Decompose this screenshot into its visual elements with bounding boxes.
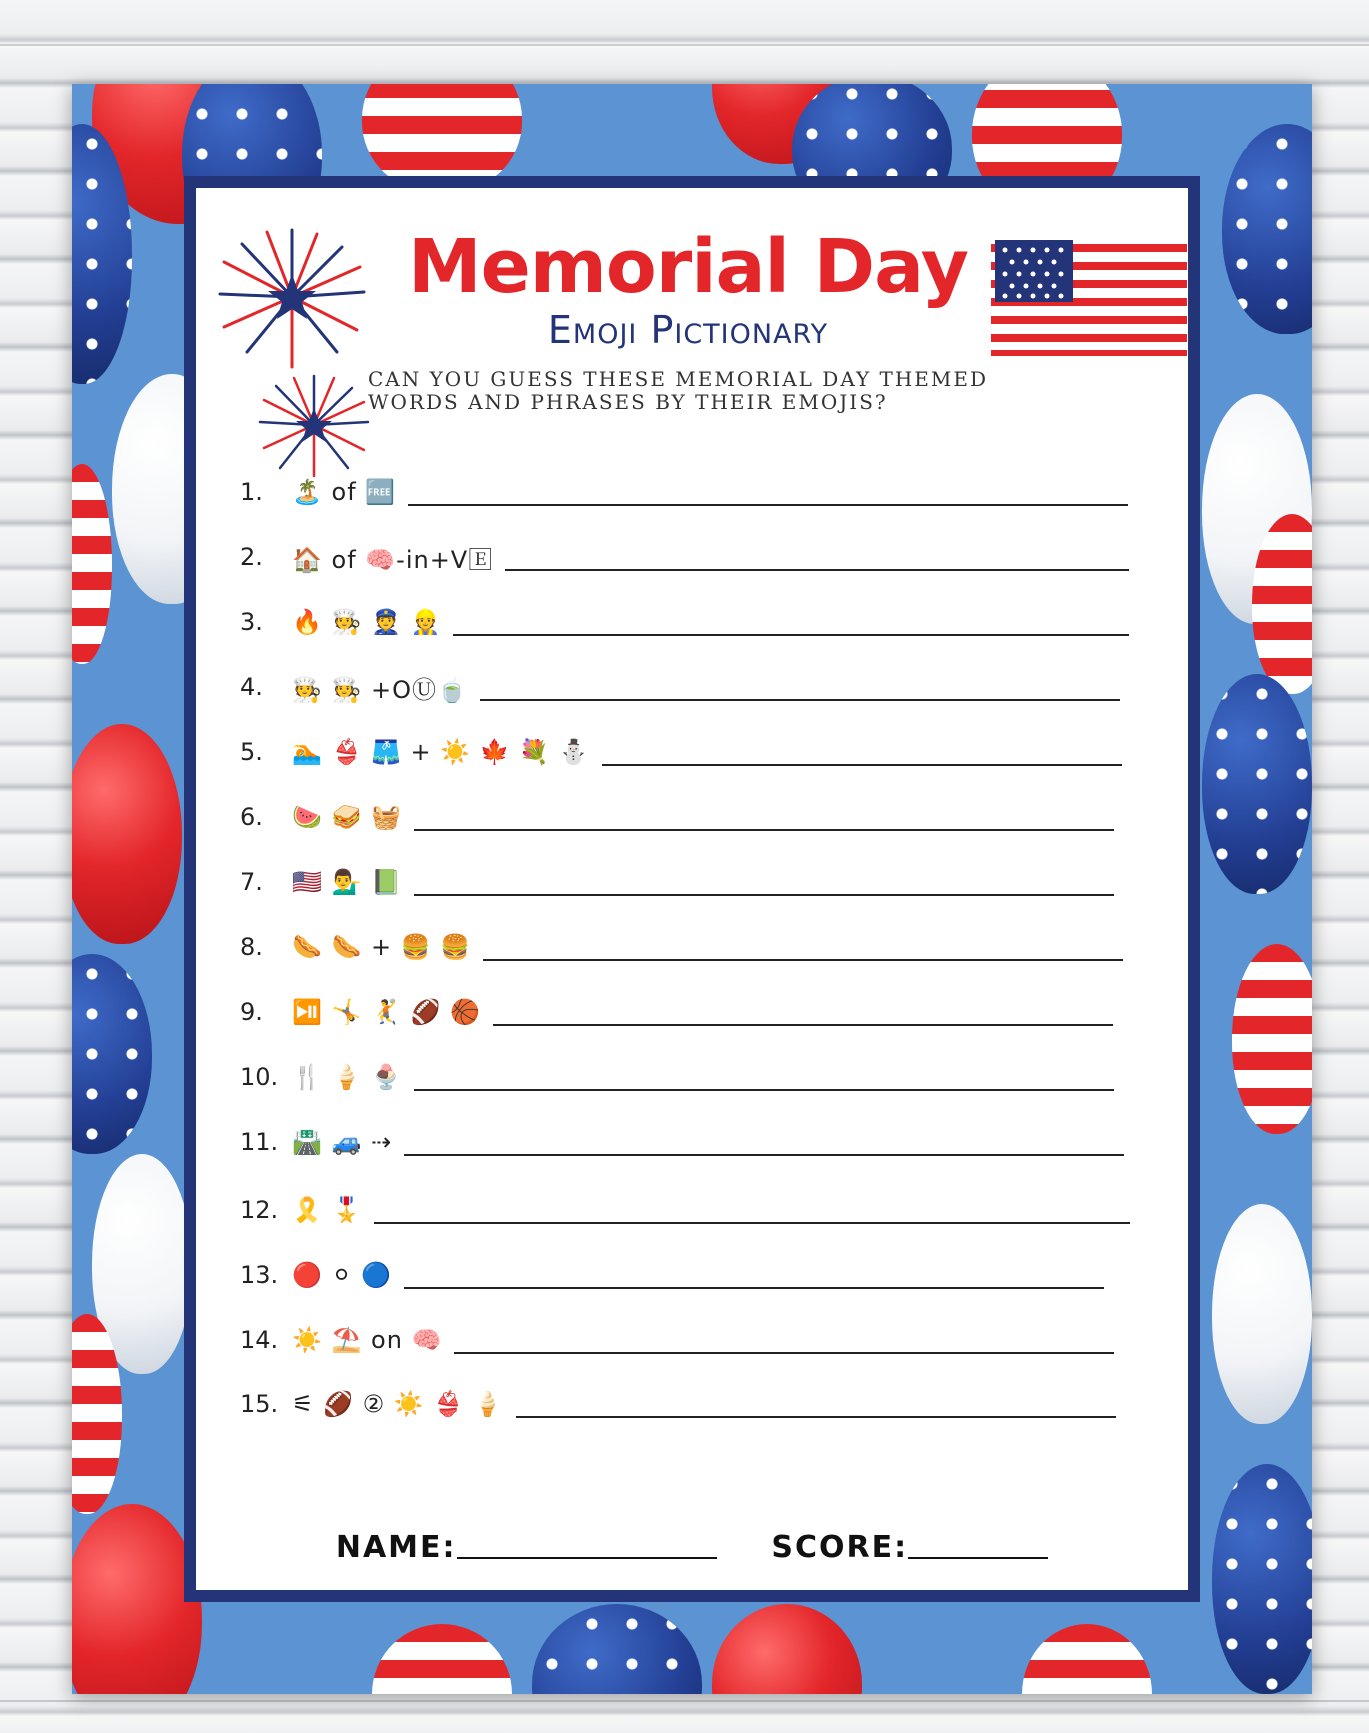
emoji-clue: 🔥 🧑‍🍳 👮 👷 bbox=[292, 608, 442, 636]
answer-line[interactable] bbox=[414, 829, 1114, 831]
flag-balloon-icon bbox=[1022, 1624, 1152, 1694]
emoji-clue: 🏝️ of 🆓 bbox=[292, 478, 397, 506]
emoji-clue: 🔴 ⚪ 🔵 bbox=[292, 1261, 393, 1289]
star-balloon-icon bbox=[1202, 674, 1312, 894]
score-field[interactable] bbox=[908, 1557, 1048, 1559]
question-number: 5. bbox=[240, 738, 263, 766]
question-number: 13. bbox=[240, 1261, 279, 1289]
list-item bbox=[240, 602, 1129, 642]
answer-line[interactable] bbox=[404, 1287, 1104, 1289]
emoji-clue: 🏊 👙 🩳 + ☀️ 🍁 💐 ⛄ bbox=[292, 738, 590, 766]
worksheet-background bbox=[72, 84, 1312, 1694]
question-number: 14. bbox=[240, 1326, 279, 1354]
question-number: 9. bbox=[240, 998, 263, 1026]
firework-icon bbox=[212, 222, 372, 372]
question-number: 12. bbox=[240, 1196, 279, 1224]
answer-line[interactable] bbox=[453, 634, 1129, 636]
list-item bbox=[240, 537, 1129, 577]
list-item bbox=[240, 1122, 1124, 1162]
emoji-clue: ☀️ ⛱️ on 🧠 bbox=[292, 1326, 443, 1354]
question-number: 1. bbox=[240, 478, 263, 506]
firework-icon bbox=[254, 370, 374, 480]
american-flag-icon bbox=[991, 240, 1187, 358]
emoji-clue: 🍉 🥪 🧺 bbox=[292, 803, 402, 831]
list-item bbox=[240, 927, 1123, 967]
star-balloon-icon bbox=[72, 954, 152, 1154]
star-balloon-icon bbox=[532, 1604, 702, 1694]
question-number: 11. bbox=[240, 1128, 279, 1156]
answer-line[interactable] bbox=[493, 1024, 1113, 1026]
list-item bbox=[240, 667, 1120, 707]
question-number: 10. bbox=[240, 1063, 279, 1091]
answer-line[interactable] bbox=[480, 699, 1120, 701]
answer-line[interactable] bbox=[374, 1222, 1130, 1224]
score-label: SCORE: bbox=[771, 1530, 909, 1565]
red-balloon-icon bbox=[72, 724, 182, 944]
emoji-clue: ⏯️ 🤸 🤾 🏈 🏀 bbox=[292, 998, 481, 1026]
red-balloon-icon bbox=[712, 1604, 862, 1694]
worksheet-card bbox=[184, 176, 1200, 1602]
emoji-clue: 🌭 🌭 + 🍔 🍔 bbox=[292, 933, 472, 961]
question-number: 6. bbox=[240, 803, 263, 831]
list-item bbox=[240, 862, 1114, 902]
flag-balloon-icon bbox=[1232, 944, 1312, 1134]
question-number: 7. bbox=[240, 868, 263, 896]
page-title: Memorial Day bbox=[407, 224, 969, 310]
emoji-clue: 🏠 of 🧠-in+V🄴 bbox=[292, 545, 494, 574]
question-number: 8. bbox=[240, 933, 263, 961]
list-item bbox=[240, 1320, 1114, 1360]
emoji-clue: 🇺🇸 💁‍♂️ 📗 bbox=[292, 868, 402, 896]
emoji-clue: 🍴 🍦 🍨 bbox=[292, 1063, 402, 1091]
list-item bbox=[240, 1255, 1104, 1295]
answer-line[interactable] bbox=[505, 569, 1129, 571]
list-item bbox=[240, 992, 1113, 1032]
star-balloon-icon bbox=[1222, 124, 1312, 334]
list-item bbox=[240, 732, 1122, 772]
list-item bbox=[240, 1384, 1116, 1424]
question-number: 4. bbox=[240, 673, 263, 701]
emoji-clue: 🛣️ 🚙 ⇢ bbox=[292, 1128, 393, 1156]
question-number: 3. bbox=[240, 608, 263, 636]
emoji-clue: 🧑‍🍳 🧑‍🍳 +OⓊ🍵 bbox=[292, 675, 468, 704]
star-balloon-icon bbox=[1212, 1464, 1312, 1694]
emoji-clue: 🎗️ 🎖️ bbox=[292, 1196, 363, 1224]
list-item bbox=[240, 1057, 1114, 1097]
answer-line[interactable] bbox=[602, 764, 1122, 766]
list-item bbox=[240, 1190, 1130, 1230]
white-balloon-icon bbox=[1212, 1204, 1312, 1424]
list-item bbox=[240, 472, 1128, 512]
name-label: NAME: bbox=[335, 1530, 457, 1565]
instructions-text: CAN YOU GUESS THESE MEMORIAL DAY THEMED WORDS AND PHRASES BY THEIR EMOJIS? bbox=[368, 367, 989, 414]
worksheet-footer bbox=[198, 1530, 1186, 1565]
question-number: 2. bbox=[240, 543, 263, 571]
question-number: 15. bbox=[240, 1390, 279, 1418]
answer-line[interactable] bbox=[404, 1154, 1124, 1156]
answer-line[interactable] bbox=[516, 1416, 1116, 1418]
answer-line[interactable] bbox=[414, 1089, 1114, 1091]
red-balloon-icon bbox=[72, 1504, 202, 1694]
answer-line[interactable] bbox=[483, 959, 1123, 961]
answer-line[interactable] bbox=[408, 504, 1128, 506]
flag-balloon-icon bbox=[372, 1624, 512, 1694]
emoji-clue: ⚟ 🏈 ② ☀️ 👙 🍦 bbox=[292, 1390, 504, 1418]
list-item bbox=[240, 797, 1114, 837]
page-subtitle: Emoji Pictionary bbox=[547, 308, 829, 352]
flag-balloon-icon bbox=[72, 464, 112, 664]
name-field[interactable] bbox=[457, 1557, 717, 1559]
answer-line[interactable] bbox=[414, 894, 1114, 896]
answer-line[interactable] bbox=[454, 1352, 1114, 1354]
